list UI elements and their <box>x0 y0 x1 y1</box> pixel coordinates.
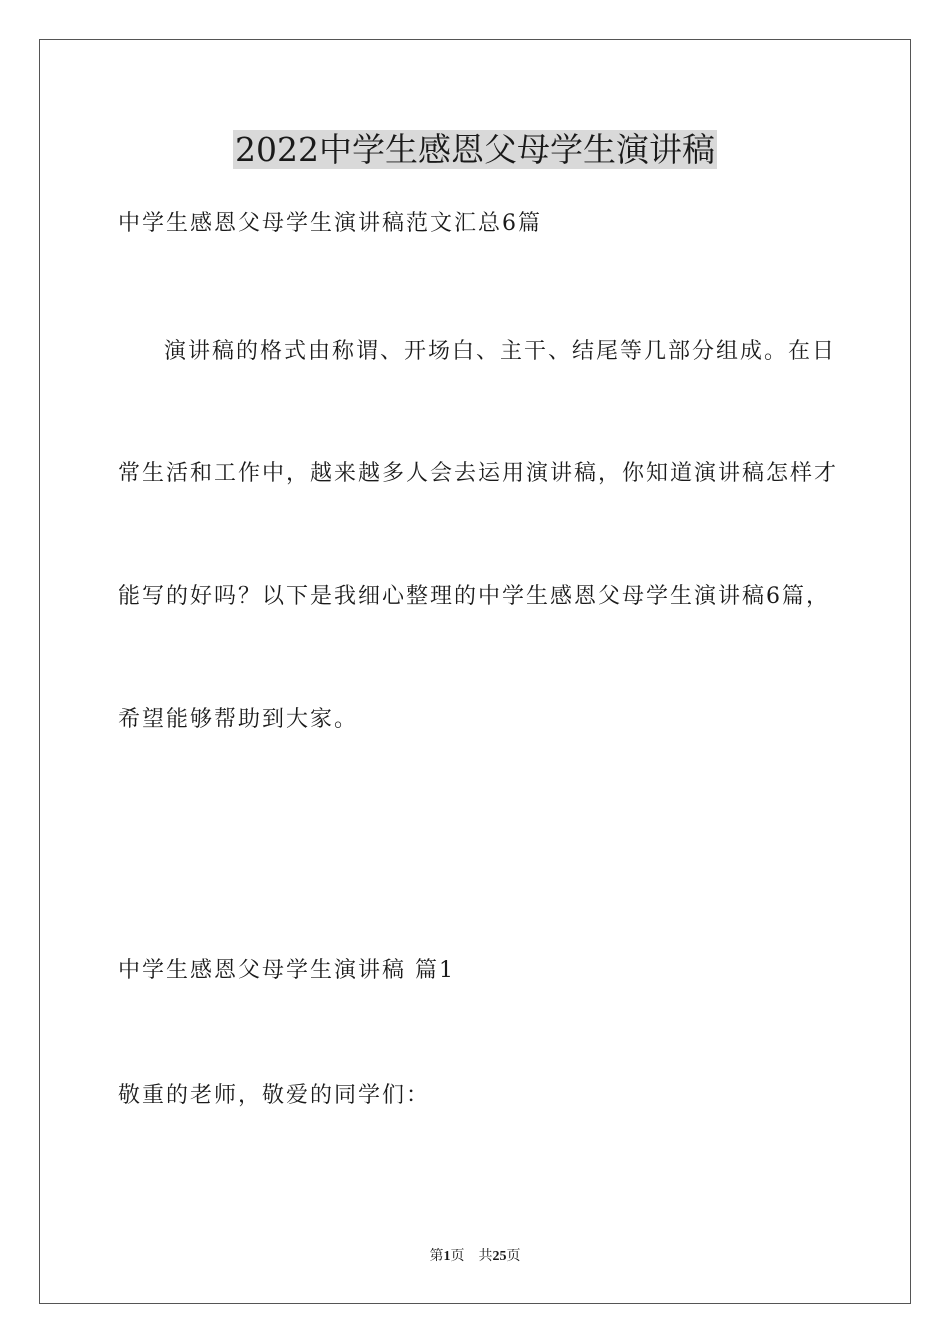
page-footer <box>0 1247 950 1267</box>
paragraph-line: 希望能够帮助到大家。 <box>118 707 359 732</box>
document-subtitle: 中学生感恩父母学生演讲稿范文汇总6篇 <box>118 211 542 236</box>
document-title-text: 2022中学生感恩父母学生演讲稿 <box>235 130 715 169</box>
footer-total-suffix: 页 <box>506 1249 521 1264</box>
footer-total-prefix: 共 <box>478 1249 493 1264</box>
footer-page-suffix: 页 <box>450 1249 465 1264</box>
document-title <box>0 126 950 174</box>
footer-page-prefix: 第 <box>429 1249 444 1264</box>
section-heading: 中学生感恩父母学生演讲稿 篇1 <box>118 958 455 983</box>
paragraph-line: 常生活和工作中，越来越多人会去运用演讲稿，你知道演讲稿怎样才 <box>118 461 839 486</box>
footer-total-pages: 25 <box>492 1249 507 1264</box>
paragraph-line: 能写的好吗？以下是我细心整理的中学生感恩父母学生演讲稿6篇， <box>118 584 830 609</box>
footer-page-number: 1 <box>443 1249 451 1264</box>
salutation-line: 敬重的老师，敬爱的同学们： <box>118 1083 431 1108</box>
paragraph-line: 演讲稿的格式由称谓、开场白、主干、结尾等几部分组成。在日 <box>164 339 837 364</box>
